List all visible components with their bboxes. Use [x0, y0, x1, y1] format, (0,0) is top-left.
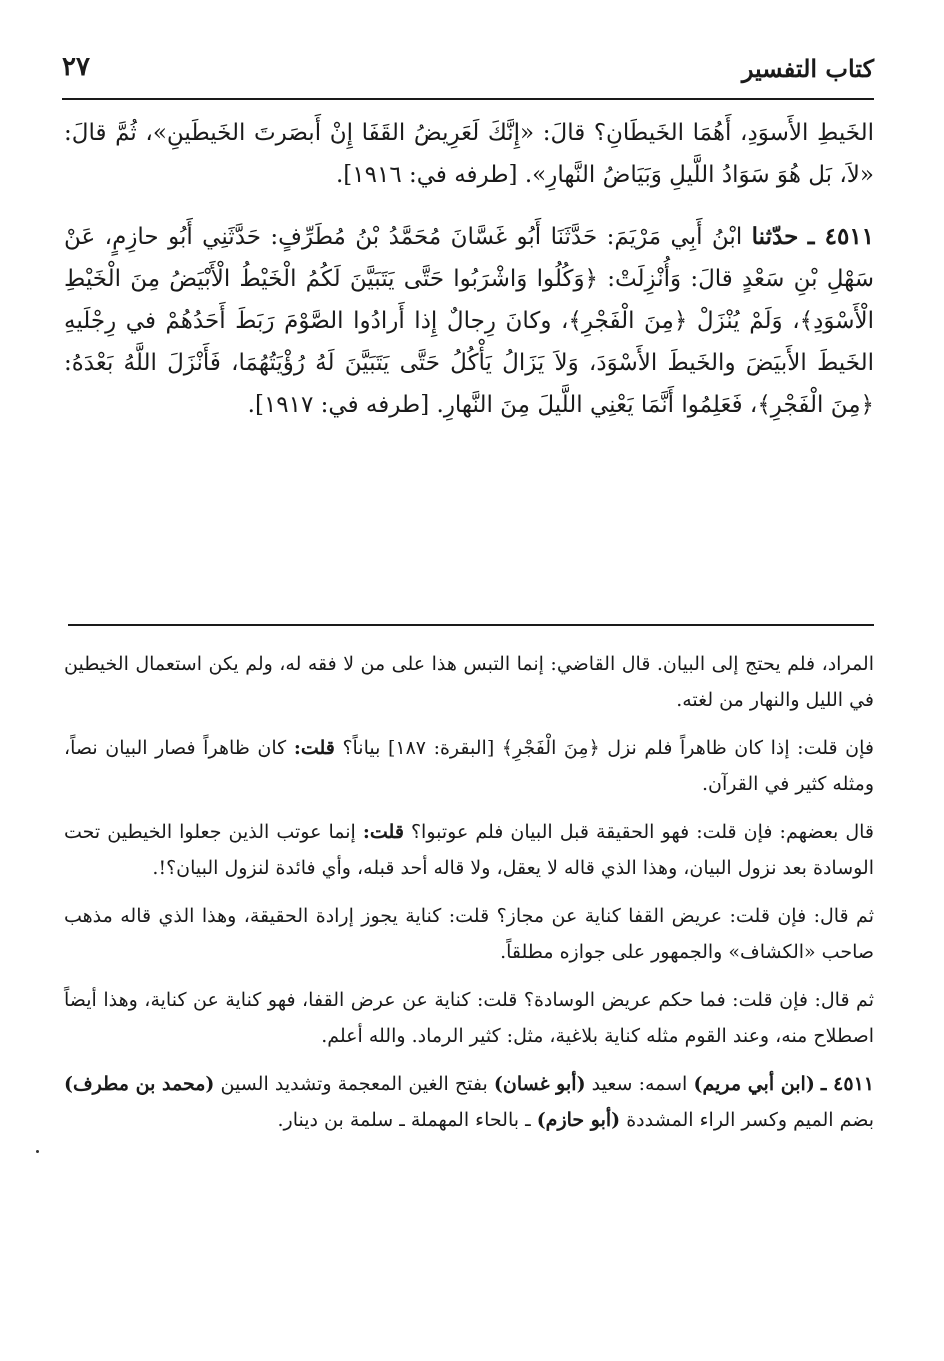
note-term: (أبو حازم) — [536, 1109, 621, 1131]
book-title: كتاب التفسير — [741, 54, 874, 83]
note-paragraph: ثم قال: فإن قلت: عريض القفا كناية عن مجاز؟ قلت: كناية يجوز إرادة الحقيقة، وهذا الذي قاله مذهب صاحب «الكشاف» والجمهور على جوازه مطلقاً. — [64, 905, 874, 963]
page-header — [62, 52, 874, 100]
note-paragraph — [64, 814, 874, 886]
hadith-number: ٤٥١١ ـ — [807, 223, 875, 250]
hadith-label: حدّثنا — [751, 223, 799, 250]
note-paragraph: المراد، فلم يحتج إلى البيان. قال القاضي: إنما التبس هذا على من لا فقه له، ولم يكن استعمال الخيطين في الليل والنهار من لغته. — [64, 653, 874, 711]
note-term: (ابن أبي مريم) — [693, 1073, 815, 1095]
note-label: قلت: — [362, 821, 404, 843]
hadith-text: ابْنُ أَبِي مَرْيَمَ: حَدَّثَنَا أَبُو غَسَّانَ مُحَمَّدُ بْنُ مُطَرِّفٍ: حَدَّثَنِي أَبُو حازِمٍ، عَنْ سَهْلِ بْنِ سَعْدٍ قالَ: وَأُنْزِلَتْ: ﴿وَكُلُوا وَاشْرَبُوا حَتَّى يَتَبَيَّنَ لَكُمُ الْخَيْطُ الْأَبْيَضُ مِنَ الْخَيْطِ الْأَسْوَدِ﴾، وَلَمْ يُنْزَلْ ﴿مِنَ الْفَجْرِ﴾، وكانَ رِجالٌ إِذا أَرادُوا الصَّوْمَ رَبَطَ أَحَدُهُمْ في رِجْلَيهِ الخَيطَ الأَبيَضَ والخَيطَ الأَسْوَدَ، وَلاَ يَزَالُ يَأْكُلُ حَتَّى يَتَبَيَّنَ لَهُ رُؤْيَتُهُمَا، فَأَنْزَلَ اللَّهُ بَعْدَهُ: ﴿مِنَ الْفَجْرِ﴾، فَعَلِمُوا أَنَّمَا يَعْنِي اللَّيلَ مِنَ النَّهارِ. [طرفه في: ١٩١٧]. — [64, 224, 874, 418]
note-paragraph — [64, 730, 874, 802]
note-paragraph — [64, 1066, 874, 1138]
note-text: قال بعضهم: فإن قلت: فهو الحقيقة قبل البيان فلم عوتبوا؟ — [410, 821, 874, 843]
note-text: إنما عوتب الذين جعلوا الخيطين تحت الوسادة بعد نزول البيان، وهذا الذي قاله لا يعقل، ولا قاله أحد قبله، وأي فائدة لنزول البيان؟!. — [64, 821, 874, 879]
note-text: بفتح الغين المعجمة وتشديد السين — [220, 1073, 488, 1095]
commentary — [64, 646, 874, 1138]
note-text: ـ بالحاء المهملة ـ سلمة بن دينار. — [277, 1109, 531, 1131]
note-term: (أبو غسان) — [493, 1073, 586, 1095]
note-paragraph: ثم قال: فإن قلت: فما حكم عريض الوسادة؟ قلت: كناية عن عرض القفا، فهو كناية عن كناية، وهذا أيضاً اصطلاح منه، وعند القوم مثله كناية بلاغية، مثل: كثير الرماد. والله أعلم. — [64, 989, 874, 1047]
scan-speck — [36, 1150, 39, 1153]
page-number: ٢٧ — [62, 52, 90, 82]
main-text — [64, 112, 874, 426]
note-term: (محمد بن مطرف) — [64, 1073, 215, 1095]
note-hadith-number: ٤٥١١ ـ — [820, 1073, 874, 1095]
note-text: فإن قلت: إذا كان ظاهراً فلم نزل ﴿مِنَ الْفَجْرِ﴾ [البقرة: ١٨٧] بياناً؟ — [342, 737, 875, 759]
footnote-divider — [68, 624, 874, 626]
note-text: بضم الميم وكسر الراء المشددة — [626, 1109, 874, 1131]
hadith-continuation: الخَيطِ الأَسوَدِ، أَهُمَا الخَيطَانِ؟ قالَ: «إِنَّكَ لَعَرِيضُ القَفَا إِنْ أَبصَرتَ الخَيطَينِ»، ثُمَّ قالَ: «لاَ، بَل هُوَ سَوَادُ اللَّيلِ وَبَيَاضُ النَّهارِ». [طرفه في: ١٩١٦]. — [64, 120, 874, 188]
note-text: كان ظاهراً فصار البيان نصاً، ومثله كثير في القرآن. — [64, 737, 874, 795]
hadith-4511 — [64, 216, 874, 426]
note-label: قلت: — [293, 737, 335, 759]
note-text: اسمه: سعيد — [591, 1073, 688, 1095]
